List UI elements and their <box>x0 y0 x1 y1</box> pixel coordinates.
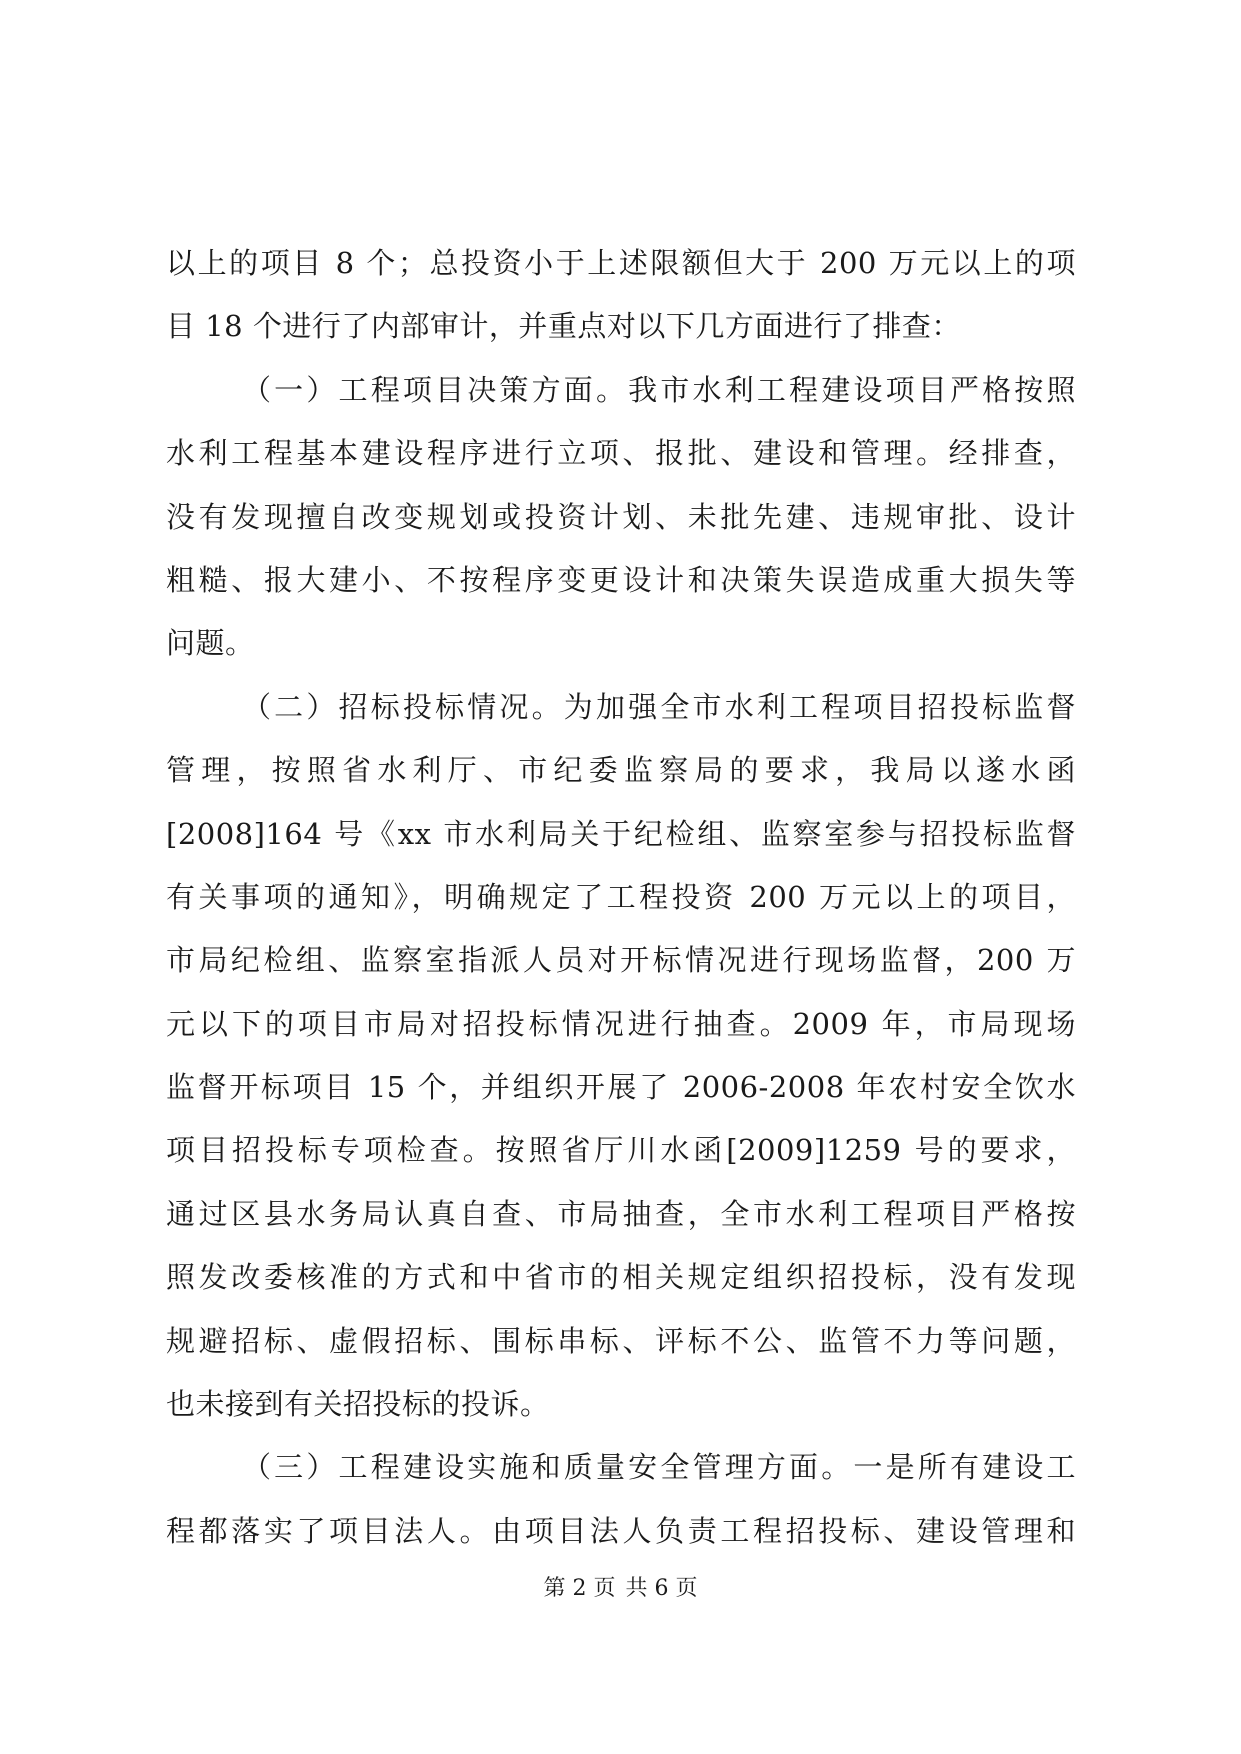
text-line: 目 18 个进行了内部审计，并重点对以下几方面进行了排查： <box>166 309 961 344</box>
text-line: 规避招标、虚假招标、围标串标、评标不公、监管不力等问题， <box>166 1323 1076 1358</box>
section-heading-line: （一）工程项目决策方面。我市水利工程建设项目严格按照 <box>242 372 1076 407</box>
text-line: 以上的项目 8 个；总投资小于上述限额但大于 200 万元以上的项 <box>166 246 1076 280</box>
text-line: 元以下的项目市局对招投标情况进行抽查。2009 年，市局现场 <box>166 1006 1076 1041</box>
text-line: 水利工程基本建设程序进行立项、报批、建设和管理。经排查， <box>166 436 1076 471</box>
text-line: 没有发现擅自改变规划或投资计划、未批先建、违规审批、设计 <box>166 499 1076 534</box>
section-heading-line: （三）工程建设实施和质量安全管理方面。一是所有建设工 <box>242 1450 1076 1485</box>
page-footer <box>0 1571 1241 1602</box>
text-line: 问题。 <box>166 626 255 661</box>
text-line: 监督开标项目 15 个，并组织开展了 2006-2008 年农村安全饮水 <box>166 1070 1076 1105</box>
section-heading-line: （二）招标投标情况。为加强全市水利工程项目招投标监督 <box>242 689 1076 724</box>
text-line: 有关事项的通知》，明确规定了工程投资 200 万元以上的项目， <box>166 879 1076 914</box>
text-line: 照发改委核准的方式和中省市的相关规定组织招投标，没有发现 <box>166 1260 1076 1295</box>
text-line: 也未接到有关招投标的投诉。 <box>166 1387 550 1422</box>
text-line: [2008]164 号《xx 市水利局关于纪检组、监察室参与招投标监督 <box>166 816 1076 851</box>
text-line: 管理，按照省水利厅、市纪委监察局的要求，我局以遂水函 <box>166 753 1076 788</box>
document-body <box>166 232 1076 1563</box>
text-line: 市局纪检组、监察室指派人员对开标情况进行现场监督，200 万 <box>166 943 1076 978</box>
text-line: 程都落实了项目法人。由项目法人负责工程招投标、建设管理和 <box>166 1513 1076 1548</box>
page-number-total: 共 6 页 <box>625 1576 698 1601</box>
text-line: 项目招投标专项检查。按照省厅川水函[2009]1259 号的要求， <box>166 1133 1076 1168</box>
text-line: 通过区县水务局认真自查、市局抽查，全市水利工程项目严格按 <box>166 1196 1076 1231</box>
page-number-current: 第 2 页 <box>543 1576 616 1601</box>
text-line: 粗糙、报大建小、不按程序变更设计和决策失误造成重大损失等 <box>166 562 1076 597</box>
